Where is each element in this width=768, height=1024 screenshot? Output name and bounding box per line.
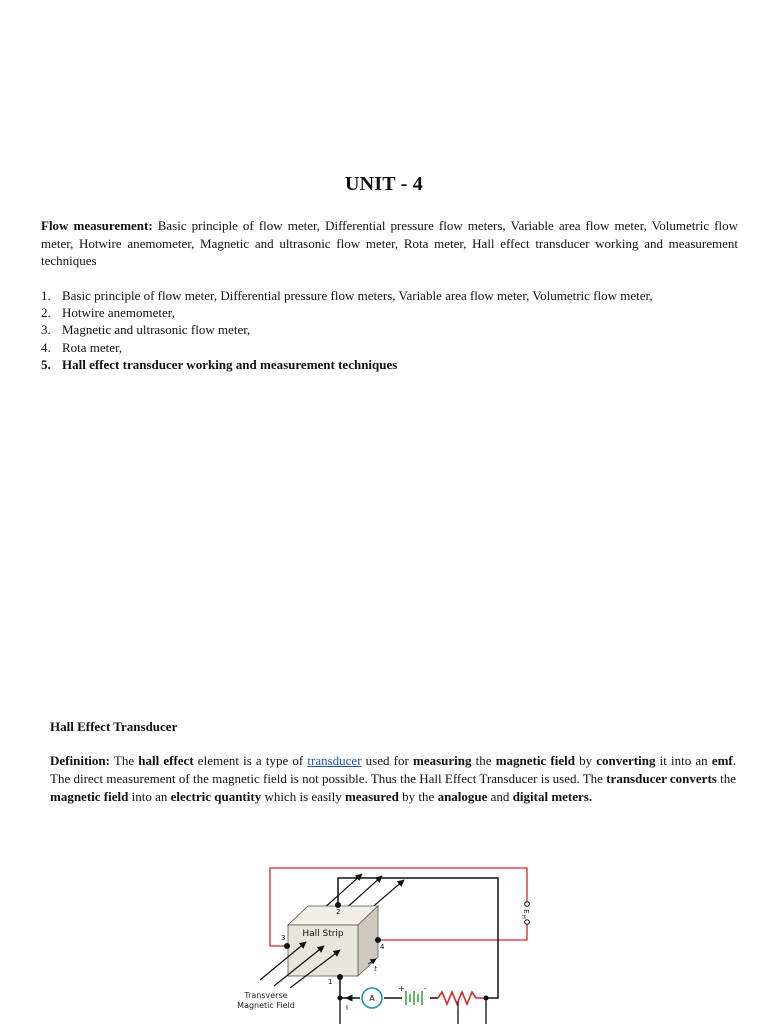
ammeter-label: A <box>369 994 375 1003</box>
current-label: I <box>346 1004 349 1012</box>
definition-text: by the <box>398 788 438 804</box>
definition-bold: transducer converts <box>606 770 717 786</box>
topic-item <box>41 339 738 356</box>
definition-text: used for <box>361 753 413 768</box>
hall-voltage-terminal-top <box>525 902 530 907</box>
topic-number: 4. <box>41 339 51 355</box>
circuit-drop-lines <box>340 998 486 1024</box>
terminal-label-2: 2 <box>336 908 341 916</box>
magnetic-field-arrow <box>322 874 362 910</box>
definition-bold: measuring <box>412 753 472 768</box>
intro-label: Flow measurement: <box>41 218 153 233</box>
hall-voltage-label: E <box>522 909 530 914</box>
field-label-line1: Transverse <box>244 991 288 1000</box>
definition-bold: converting <box>596 753 656 768</box>
topic-list <box>41 287 738 373</box>
terminal-dot-3 <box>284 943 290 949</box>
junction-dot <box>338 996 343 1001</box>
hall-strip-label: Hall Strip <box>302 929 344 939</box>
topic-item <box>41 304 738 321</box>
resistor <box>438 992 486 1004</box>
field-label-line2: Magnetic Field <box>237 1001 295 1010</box>
definition-bold: hall effect <box>138 753 194 768</box>
definition-bold: magnetic field <box>495 753 575 768</box>
definition-text: the <box>471 753 496 768</box>
topic-number: 2. <box>41 305 51 321</box>
thickness-label: t <box>374 965 377 973</box>
hall-effect-diagram-svg <box>230 860 550 1024</box>
definition-text: it into an <box>655 753 712 768</box>
topic-number: 5. <box>41 356 51 372</box>
definition-text: the <box>716 770 736 786</box>
definition-label: Definition: <box>50 753 110 768</box>
terminal-label-4: 4 <box>380 943 385 951</box>
hall-effect-diagram <box>230 860 550 1024</box>
section-heading: Hall Effect Transducer <box>50 719 178 734</box>
battery <box>406 991 422 1005</box>
topic-text: Hall effect transducer working and measurement techniques <box>62 356 398 372</box>
terminal-label-3: 3 <box>281 934 286 942</box>
topic-text: Rota meter, <box>62 339 123 355</box>
topic-text: Basic principle of flow meter, Differential pressure flow meters, Variable area flow meter, Volumetric flow meter, <box>62 288 653 303</box>
topic-number: 1. <box>41 288 51 303</box>
topic-item <box>41 321 738 338</box>
definition-text: The <box>109 753 139 768</box>
transducer-link[interactable]: transducer <box>307 753 362 768</box>
junction-dot <box>484 996 489 1001</box>
definition-text: element is a type of <box>193 753 308 768</box>
topic-item <box>41 356 738 373</box>
definition-bold: digital meters. <box>512 788 593 804</box>
hall-voltage-terminal-bottom <box>525 920 530 925</box>
definition-text: . The direct measurement of the magnetic field is not possible. Thus the Hall Effect Transducer is used. The <box>50 753 736 786</box>
topic-text: Hotwire anemometer, <box>62 305 175 321</box>
definition-bold: emf <box>711 753 733 768</box>
intro-paragraph <box>41 217 738 270</box>
definition-text: which is easily <box>261 788 345 804</box>
definition-bold: electric quantity <box>170 788 262 804</box>
topic-number: 3. <box>41 322 51 338</box>
topic-item <box>41 287 738 304</box>
terminal-dot-1 <box>337 974 343 980</box>
definition-text: by <box>574 753 597 768</box>
unit-title: UNIT - 4 <box>345 173 423 195</box>
battery-plus: + <box>398 984 405 993</box>
intro-text: Basic principle of flow meter, Differential pressure flow meters, Variable area flow meter, Volumetric flow meter, Hotwire anemometer, Magnetic and ultrasonic flow meter, Rota meter, Hall effect transducer working and measurement techniques <box>41 218 738 268</box>
definition-text: into an <box>128 788 171 804</box>
terminal-label-1: 1 <box>328 978 333 986</box>
hall-voltage-subscript: H <box>520 915 526 919</box>
definition-bold: measured <box>344 788 399 804</box>
definition-bold: magnetic field <box>50 788 129 804</box>
topic-text: Magnetic and ultrasonic flow meter, <box>62 322 251 338</box>
definition-text: and <box>487 788 513 804</box>
battery-minus: - <box>424 984 427 993</box>
definition-bold: analogue <box>437 788 488 804</box>
definition-paragraph <box>50 752 736 805</box>
